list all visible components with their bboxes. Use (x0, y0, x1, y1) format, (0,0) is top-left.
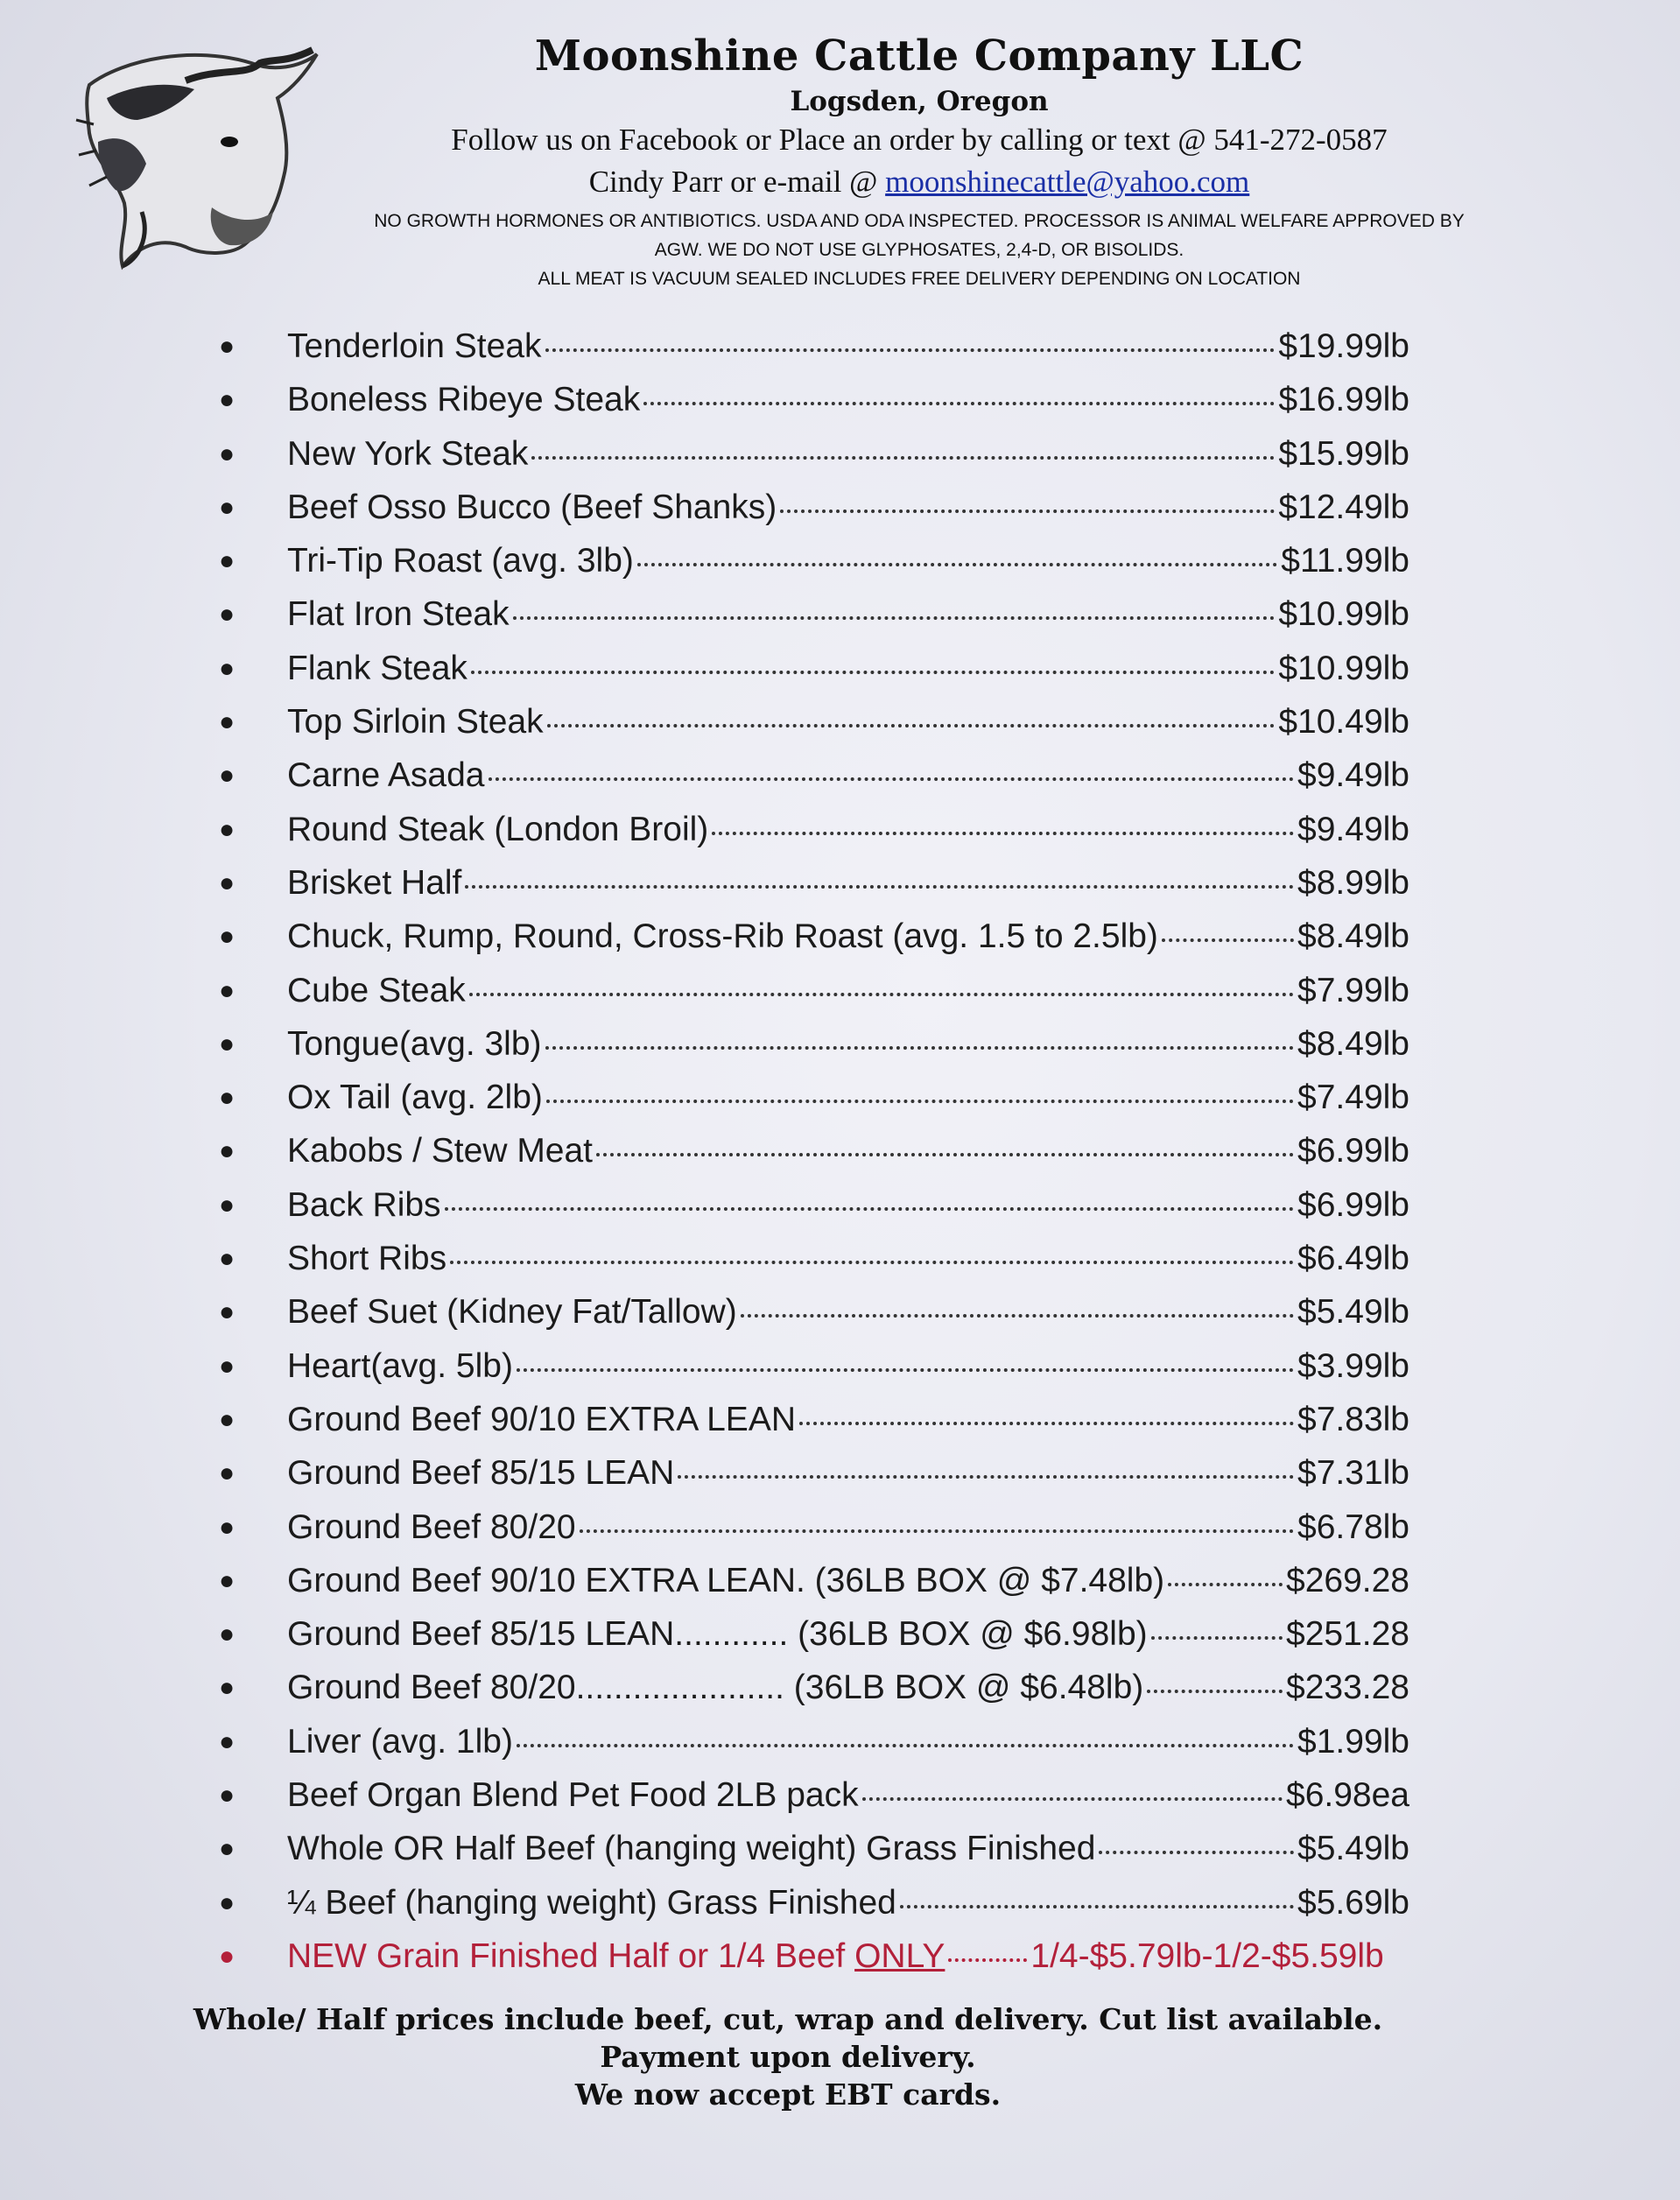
bullet-icon: ● (219, 332, 235, 361)
dot-leader (1168, 1583, 1283, 1586)
dot-leader (712, 832, 1294, 835)
dot-leader (517, 1368, 1294, 1372)
item-price: $7.99lb (1297, 971, 1409, 1009)
dot-leader (637, 563, 1277, 566)
price-list-item (219, 488, 1409, 542)
price-list-item (219, 1562, 1409, 1615)
contact-line-2 (333, 163, 1506, 201)
item-price: $7.31lb (1297, 1454, 1409, 1493)
bullet-icon: ● (219, 546, 235, 576)
email-link[interactable]: moonshinecattle@yahoo.com (885, 165, 1250, 199)
price-list-item (219, 1186, 1409, 1240)
dot-leader (580, 1529, 1294, 1533)
price-list-item (219, 595, 1409, 649)
dot-leader (678, 1475, 1294, 1479)
price-list-item (219, 1615, 1409, 1669)
bullet-icon: ● (219, 1620, 235, 1649)
dot-leader (900, 1905, 1294, 1908)
item-name: Brisket Half (287, 863, 462, 902)
item-name: Tri-Tip Roast (avg. 3lb) (287, 542, 634, 580)
bullet-icon: ● (219, 1565, 235, 1595)
price-list-item (219, 917, 1409, 971)
item-price: $8.49lb (1297, 1024, 1409, 1063)
price-list-item (219, 327, 1409, 381)
bullet-icon: ● (219, 1887, 235, 1917)
item-price: $8.49lb (1297, 917, 1409, 956)
footer-line-2: Payment upon delivery. (600, 2040, 976, 2074)
item-name: Chuck, Rump, Round, Cross-Rib Roast (avg. 1.5 to 2.5lb) (287, 917, 1158, 956)
dot-leader (1162, 938, 1294, 942)
price-list-item (219, 1025, 1409, 1079)
footer-line-1: Whole/ Half prices include beef, cut, wrap and delivery. Cut list available. (193, 2002, 1383, 2036)
price-list-item (219, 1132, 1409, 1185)
special-offer-price: 1/4-$5.79lb-1/2-$5.59lb (1030, 1936, 1384, 1975)
item-name: Beef Osso Bucco (Beef Shanks) (287, 488, 777, 526)
item-name: Round Steak (London Broil) (287, 810, 709, 848)
bullet-icon: ● (219, 1458, 235, 1488)
price-list-item (219, 972, 1409, 1025)
item-name: Tongue(avg. 3lb) (287, 1024, 542, 1063)
price-list-item (219, 1240, 1409, 1293)
bullet-icon: ● (219, 1190, 235, 1219)
dot-leader (1099, 1851, 1294, 1854)
bullet-icon: ● (219, 1297, 235, 1327)
dot-leader (546, 1100, 1294, 1103)
bullet-icon: ● (219, 653, 235, 683)
price-list-item (219, 703, 1409, 756)
price-list-item (219, 1454, 1409, 1508)
item-price: $6.49lb (1297, 1240, 1409, 1278)
item-price: $19.99lb (1278, 327, 1409, 365)
bullet-icon: ● (219, 707, 235, 737)
bullet-icon: ● (219, 1083, 235, 1113)
bullet-icon: ● (219, 761, 235, 791)
dot-leader (547, 724, 1276, 727)
bullet-icon: ● (219, 1781, 235, 1810)
dot-leader (531, 456, 1275, 460)
item-name: Carne Asada (287, 756, 485, 795)
price-list-item (219, 864, 1409, 917)
bullet-icon: ● (219, 1351, 235, 1381)
item-name: Back Ribs (287, 1185, 441, 1224)
item-name: Cube Steak (287, 971, 466, 1009)
item-price: $10.99lb (1278, 595, 1409, 634)
price-list-item (219, 1508, 1409, 1562)
dot-leader (513, 616, 1276, 620)
price-list-item (219, 1723, 1409, 1776)
item-price: $5.49lb (1297, 1293, 1409, 1332)
price-list-item (219, 811, 1409, 864)
company-name: Moonshine Cattle Company LLC (534, 32, 1304, 81)
item-name: Ground Beef 80/20...................... (36LB BOX @ $6.48lb) (287, 1669, 1144, 1707)
price-list-item (219, 1830, 1409, 1883)
price-list-item (219, 1884, 1409, 1937)
price-list-item (219, 1079, 1409, 1132)
item-name: Ox Tail (avg. 2lb) (287, 1079, 543, 1117)
item-price: $269.28 (1286, 1561, 1409, 1599)
item-name: Ground Beef 85/15 LEAN (287, 1454, 675, 1493)
bullet-icon: ● (219, 492, 235, 522)
dot-leader (780, 510, 1275, 513)
dot-leader (445, 1207, 1294, 1211)
dot-leader (489, 777, 1295, 781)
dot-leader (545, 1046, 1295, 1050)
contact-line-1: Follow us on Facebook or Place an order by calling or text @ 541-272-0587 (451, 123, 1388, 157)
item-price: $5.69lb (1297, 1883, 1409, 1922)
dot-leader (643, 402, 1275, 405)
price-list-item (219, 1293, 1409, 1346)
item-price: $7.49lb (1297, 1079, 1409, 1117)
item-price: $8.99lb (1297, 863, 1409, 902)
bullet-icon: ● (219, 1136, 235, 1166)
item-name: Tenderloin Steak (287, 327, 542, 365)
item-price: $10.49lb (1278, 703, 1409, 742)
item-name: Flank Steak (287, 649, 467, 687)
item-name: New York Steak (287, 434, 529, 473)
dot-leader (469, 993, 1294, 996)
item-name: Heart(avg. 5lb) (287, 1346, 513, 1385)
item-name: Whole OR Half Beef (hanging weight) Grass Finished (287, 1830, 1096, 1868)
notice-text (333, 207, 1506, 293)
item-name: Top Sirloin Steak (287, 703, 544, 742)
item-price: $7.83lb (1297, 1400, 1409, 1438)
item-price: $6.99lb (1297, 1185, 1409, 1224)
dot-leader (471, 671, 1275, 674)
footer-line-3: We now accept EBT cards. (574, 2077, 1002, 2112)
item-price: $9.49lb (1297, 810, 1409, 848)
item-price: $15.99lb (1278, 434, 1409, 473)
price-list-item (219, 1669, 1409, 1722)
special-offer-prefix: NEW Grain Finished Half or 1/4 Beef (287, 1936, 855, 1975)
special-offer-item (219, 1937, 1409, 1991)
bullet-icon: ● (219, 1244, 235, 1274)
price-list-item (219, 1776, 1409, 1830)
company-location: Logsden, Oregon (790, 86, 1049, 117)
price-list-item (219, 650, 1409, 703)
price-list-item (219, 542, 1409, 595)
contact-person: Cindy Parr or e-mail @ (588, 165, 886, 199)
bullet-icon: ● (219, 922, 235, 952)
price-list-item (219, 756, 1409, 810)
bullet-icon: ● (219, 1512, 235, 1542)
price-list-item (219, 435, 1409, 488)
dot-leader (596, 1153, 1294, 1156)
item-name: Ground Beef 90/10 EXTRA LEAN (287, 1400, 797, 1438)
dot-leader (948, 1958, 1027, 1962)
item-price: $6.78lb (1297, 1508, 1409, 1546)
item-price: $6.98ea (1286, 1776, 1409, 1815)
item-price: $251.28 (1286, 1615, 1409, 1654)
item-name: Beef Suet (Kidney Fat/Tallow) (287, 1293, 737, 1332)
notice-line-2: AGW. WE DO NOT USE GLYPHOSATES, 2,4-D, OR BISOLIDS. (654, 240, 1184, 260)
dot-leader (545, 348, 1276, 352)
bullet-icon: ● (219, 1673, 235, 1703)
bull-head-logo (54, 37, 326, 299)
item-price: $9.49lb (1297, 756, 1409, 795)
notice-line-3: ALL MEAT IS VACUUM SEALED INCLUDES FREE DELIVERY DEPENDING ON LOCATION (538, 269, 1301, 289)
bullet-icon: ● (219, 1834, 235, 1864)
item-name: Short Ribs (287, 1240, 447, 1278)
item-price: $16.99lb (1278, 381, 1409, 419)
item-price: $6.99lb (1297, 1132, 1409, 1170)
price-list-item (219, 381, 1409, 434)
dot-leader (465, 885, 1294, 889)
notice-line-1: NO GROWTH HORMONES OR ANTIBIOTICS. USDA AND ODA INSPECTED. PROCESSOR IS ANIMAL WELFARE APPROVED BY (374, 211, 1465, 231)
bullet-icon: ● (219, 1404, 235, 1434)
item-name: ¼ Beef (hanging weight) Grass Finished (287, 1883, 896, 1922)
item-name: Liver (avg. 1lb) (287, 1722, 513, 1761)
item-price: $10.99lb (1278, 649, 1409, 687)
special-offer-name (287, 1937, 945, 1976)
bullet-icon: ● (219, 1726, 235, 1756)
dot-leader (450, 1261, 1294, 1264)
item-price: $12.49lb (1278, 488, 1409, 526)
bullet-icon: ● (219, 1941, 235, 1971)
item-price: $233.28 (1286, 1669, 1409, 1707)
item-name: Flat Iron Steak (287, 595, 510, 634)
price-list-item (219, 1347, 1409, 1401)
dot-leader (862, 1797, 1283, 1801)
item-name: Kabobs / Stew Meat (287, 1132, 594, 1170)
item-price: $3.99lb (1297, 1346, 1409, 1385)
dot-leader (799, 1422, 1294, 1425)
dot-leader (1147, 1690, 1283, 1693)
item-name: Beef Organ Blend Pet Food 2LB pack (287, 1776, 859, 1815)
special-offer-only: ONLY (854, 1936, 945, 1975)
item-price: $1.99lb (1297, 1722, 1409, 1761)
dot-leader (1151, 1636, 1283, 1640)
item-name: Ground Beef 85/15 LEAN............ (36LB BOX @ $6.98lb) (287, 1615, 1148, 1654)
price-list (219, 327, 1409, 1991)
footer-notes (175, 2000, 1401, 2113)
bullet-icon: ● (219, 975, 235, 1005)
item-name: Ground Beef 80/20 (287, 1508, 576, 1546)
price-list-item (219, 1401, 1409, 1454)
item-price: $5.49lb (1297, 1830, 1409, 1868)
header (333, 26, 1506, 293)
item-name: Ground Beef 90/10 EXTRA LEAN. (36LB BOX @ $7.48lb) (287, 1561, 1165, 1599)
bullet-icon: ● (219, 439, 235, 468)
dot-leader (741, 1314, 1294, 1318)
bullet-icon: ● (219, 385, 235, 415)
bullet-icon: ● (219, 868, 235, 897)
bullet-icon: ● (219, 814, 235, 844)
bullet-icon: ● (219, 600, 235, 629)
item-name: Boneless Ribeye Steak (287, 381, 641, 419)
item-price: $11.99lb (1281, 542, 1409, 580)
bullet-icon: ● (219, 1029, 235, 1058)
dot-leader (517, 1744, 1294, 1747)
